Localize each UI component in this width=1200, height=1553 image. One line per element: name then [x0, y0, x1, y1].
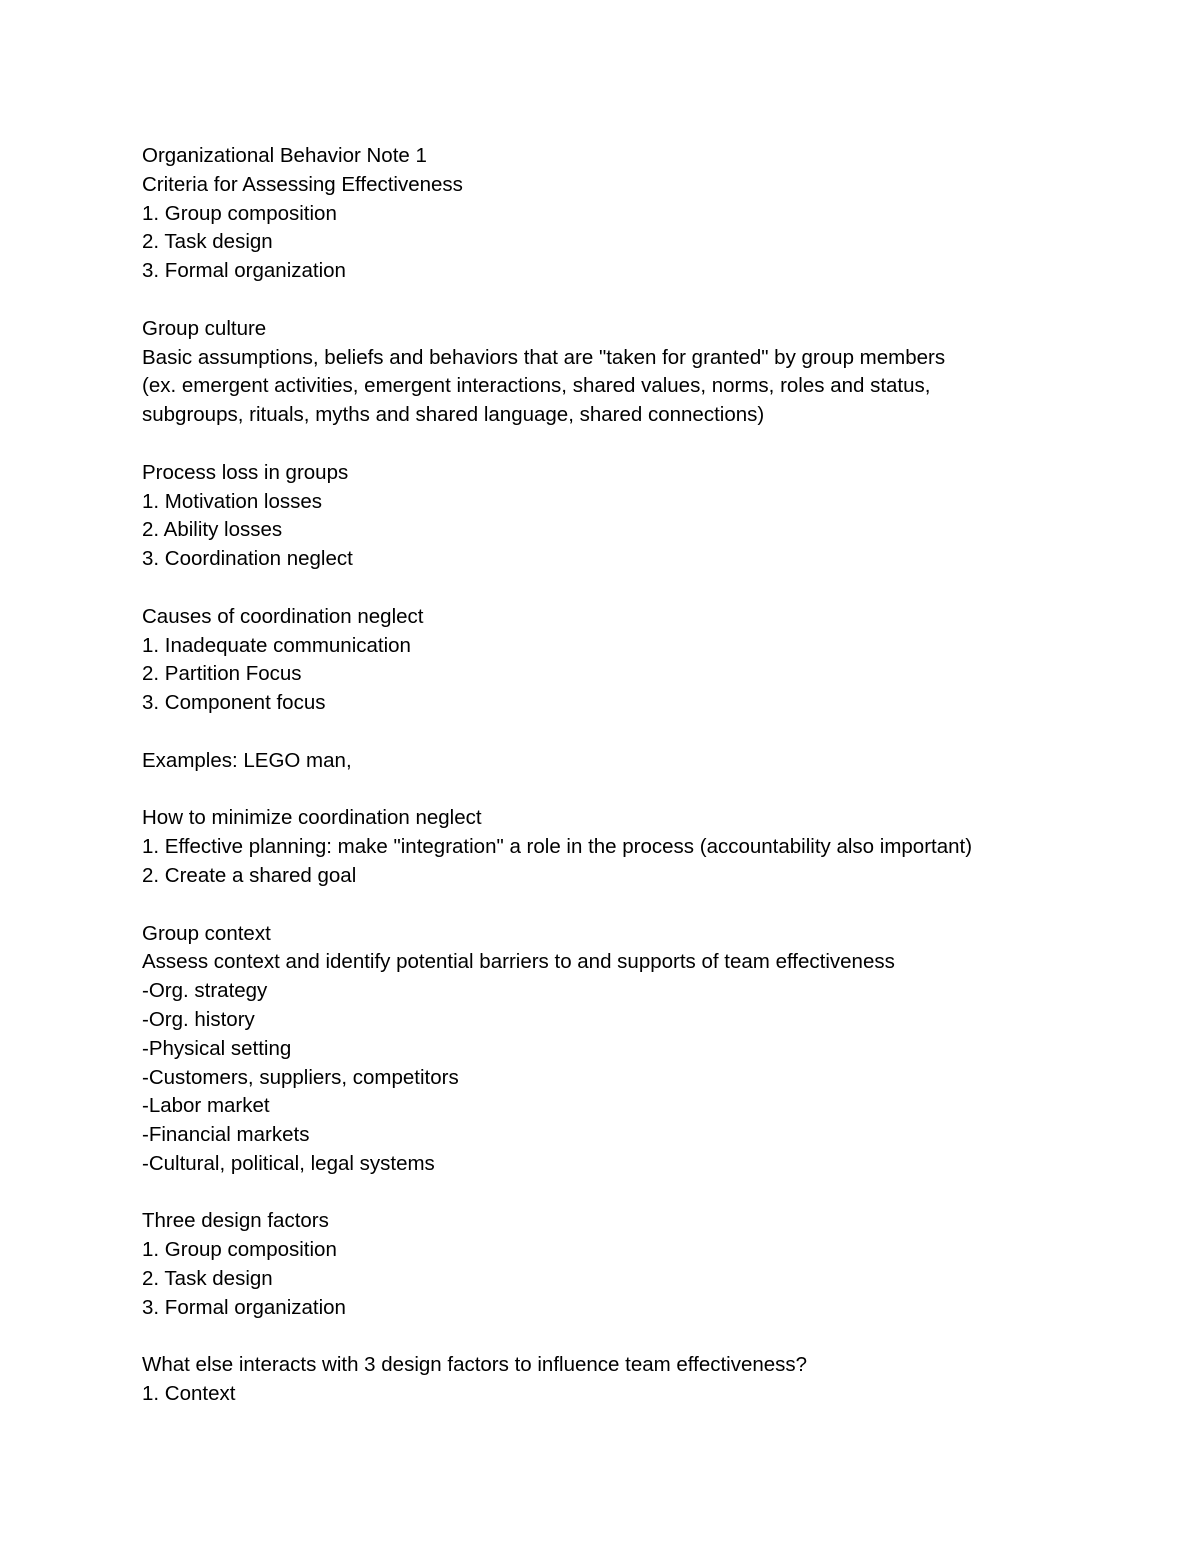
blank-line — [142, 1323, 1142, 1352]
blank-line — [142, 1179, 1142, 1208]
document-body — [142, 142, 1142, 1409]
blank-line — [142, 776, 1142, 805]
list-item: 1. Effective planning: make "integration" a role in the process (accountability also important) — [142, 835, 973, 859]
section-examples — [142, 747, 1142, 776]
section-heading: Group context — [142, 921, 271, 945]
list-item: 2. Ability losses — [142, 518, 283, 542]
section-causes-coordination-neglect — [142, 603, 1142, 718]
blank-line — [142, 718, 1142, 747]
section-group-culture — [142, 315, 1142, 430]
paragraph-line: Examples: LEGO man, — [142, 748, 352, 772]
list-item: -Physical setting — [142, 1036, 292, 1060]
list-item: -Labor market — [142, 1094, 270, 1118]
paragraph-line: (ex. emergent activities, emergent interactions, shared values, norms, roles and status, — [142, 374, 931, 398]
list-item: 3. Coordination neglect — [142, 547, 353, 571]
section-process-loss — [142, 459, 1142, 574]
paragraph-line: Basic assumptions, beliefs and behaviors that are "taken for granted" by group members — [142, 345, 946, 369]
section-heading: Process loss in groups — [142, 460, 349, 484]
list-item: -Org. strategy — [142, 979, 268, 1003]
section-three-design-factors — [142, 1207, 1142, 1322]
list-item: 3. Component focus — [142, 691, 326, 715]
blank-line — [142, 574, 1142, 603]
list-item: -Org. history — [142, 1007, 255, 1031]
list-item: -Cultural, political, legal systems — [142, 1151, 435, 1175]
section-group-context — [142, 920, 1142, 1179]
list-item: 1. Context — [142, 1382, 236, 1406]
section-heading: Three design factors — [142, 1209, 329, 1233]
list-item: 1. Group composition — [142, 1238, 337, 1262]
list-item: 2. Create a shared goal — [142, 863, 357, 887]
list-item: 3. Formal organization — [142, 259, 346, 283]
section-heading: Group culture — [142, 316, 267, 340]
list-item: 1. Group composition — [142, 201, 337, 225]
blank-line — [142, 430, 1142, 459]
section-heading: What else interacts with 3 design factors to influence team effectiveness? — [142, 1353, 808, 1377]
section-heading: How to minimize coordination neglect — [142, 806, 482, 830]
blank-line — [142, 891, 1142, 920]
paragraph-line: Assess context and identify potential barriers to and supports of team effectiveness — [142, 950, 895, 974]
list-item: 2. Partition Focus — [142, 662, 302, 686]
section-heading: Criteria for Assessing Effectiveness — [142, 172, 463, 196]
section-what-else-interacts — [142, 1351, 1142, 1409]
section-criteria — [142, 142, 1142, 286]
list-item: 2. Task design — [142, 1267, 273, 1291]
paragraph-line: subgroups, rituals, myths and shared language, shared connections) — [142, 403, 765, 427]
list-item: 1. Inadequate communication — [142, 633, 411, 657]
list-item: 3. Formal organization — [142, 1295, 346, 1319]
blank-line — [142, 286, 1142, 315]
section-minimize-coordination-neglect — [142, 804, 1142, 890]
section-heading: Causes of coordination neglect — [142, 604, 424, 628]
list-item: 2. Task design — [142, 230, 273, 254]
list-item: 1. Motivation losses — [142, 489, 323, 513]
list-item: -Customers, suppliers, competitors — [142, 1065, 459, 1089]
list-item: -Financial markets — [142, 1123, 310, 1147]
document-title: Organizational Behavior Note 1 — [142, 144, 427, 167]
